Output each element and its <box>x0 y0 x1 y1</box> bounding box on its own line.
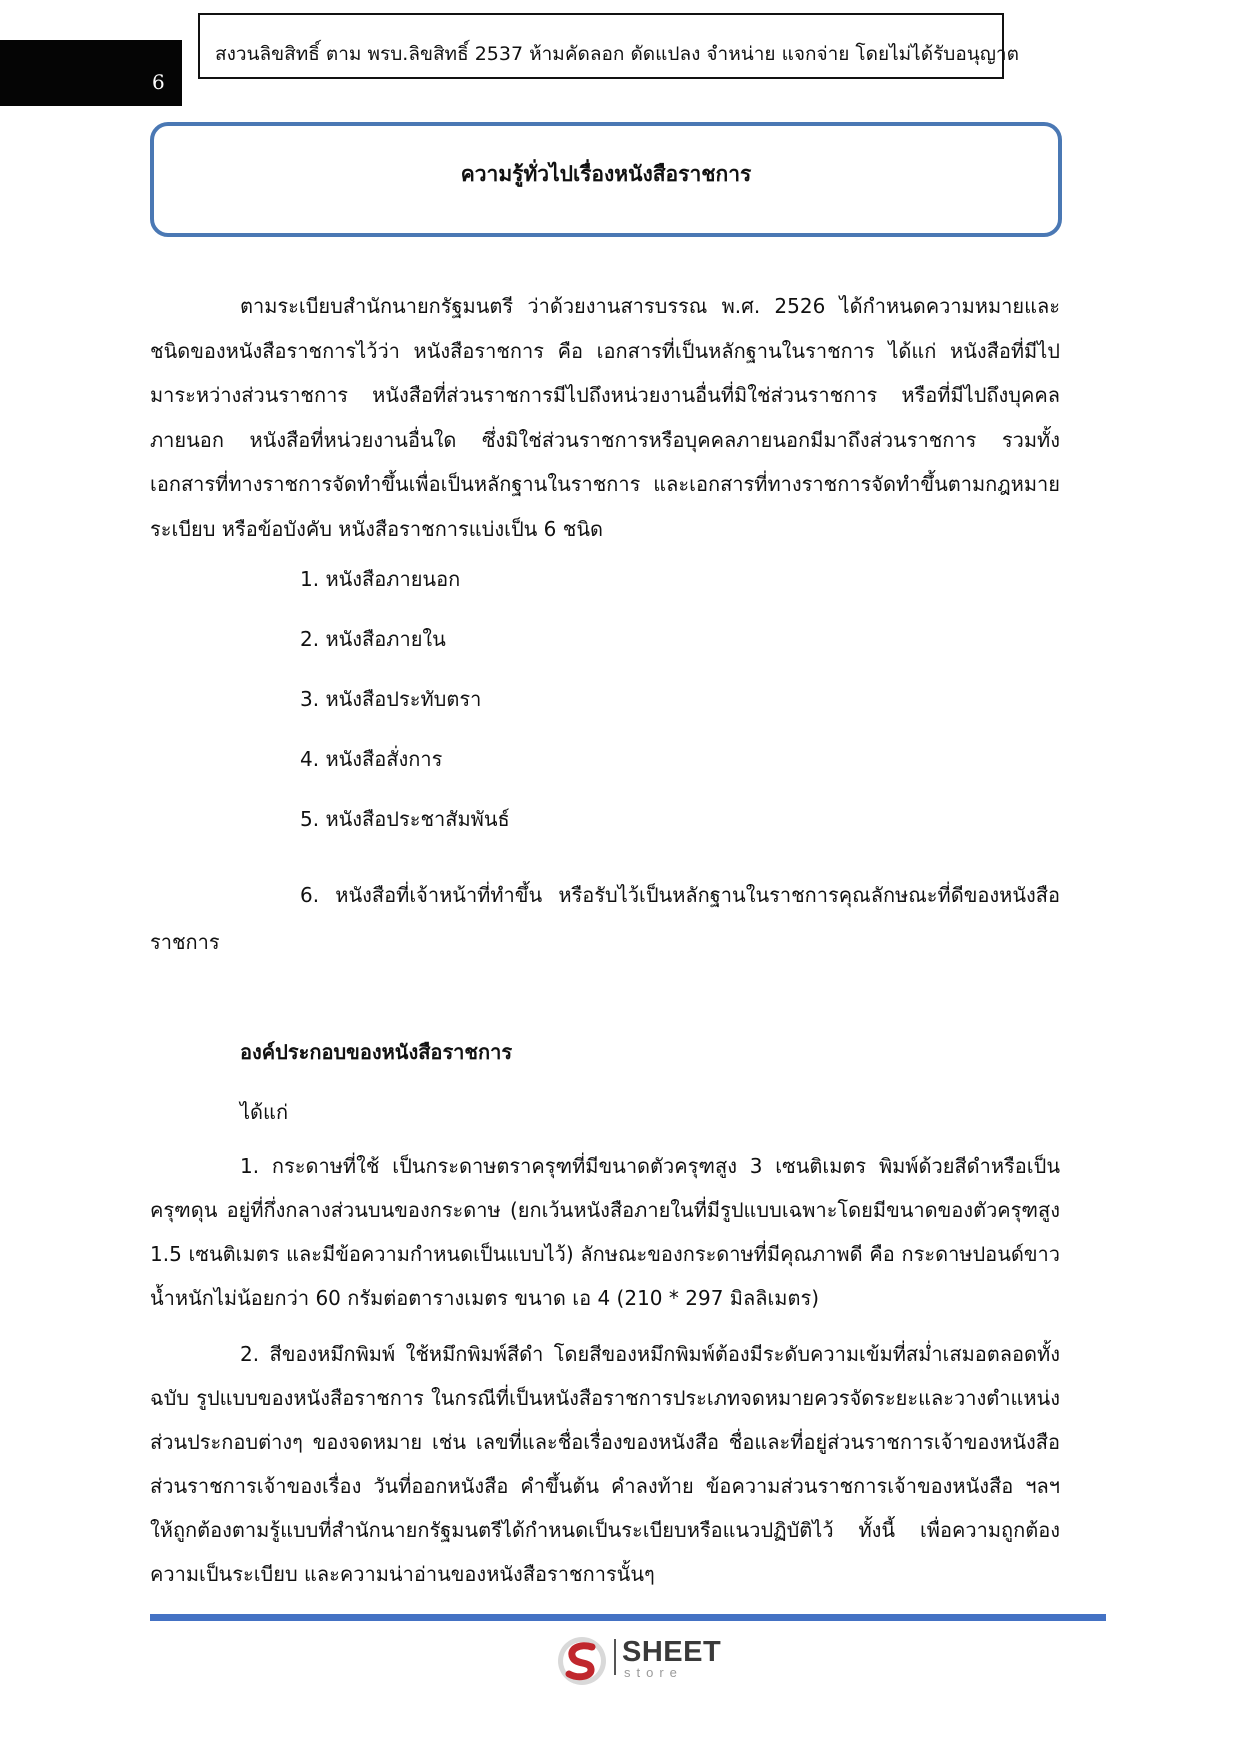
component-paragraph-ink: 2. สีของหมึกพิมพ์ ใช้หมึกพิมพ์สีดำ โดยสีของหมึกพิมพ์ต้องมีระดับความเข้มที่สม่ำเสมอตลอดทั้งฉบับ รูปแบบของหนังสือราชการ ในกรณีที่เป็นหนังสือราชการประเภทจดหมายควรจัดระยะและวางตำแหน่งส่วนประกอบต่างๆ ของจดหมาย เช่น เลขที่และชื่อเรื่องของหนังสือ ชื่อและที่อยู่ส่วนราชการเจ้าของหนังสือ ส่วนราชการเจ้าของเรื่อง วันที่ออกหนังสือ คำขึ้นต้น คำลงท้าย ข้อความส่วนราชการเจ้าของหนังสือ ฯลฯ ให้ถูกต้องตามรู้แบบที่สำนักนายกรัฐมนตรีได้กำหนดเป็นระเบียบหรือแนวปฏิบัติไว้ ทั้งนี้ เพื่อความถูกต้อง ความเป็นระเบียบ และความน่าอ่านของหนังสือราชการนั้นๆ <box>150 1342 1060 1586</box>
document-type-item: 6. หนังสือที่เจ้าหน้าที่ทำขึ้น หรือรับไว้เป็นหลักฐานในราชการคุณลักษณะที่ดีของหนังสือราชการ <box>150 883 1060 954</box>
sheet-store-logo-icon <box>556 1633 608 1689</box>
document-type-item: 3. หนังสือประทับตรา <box>300 687 482 711</box>
document-type-item: 2. หนังสือภายใน <box>300 627 446 651</box>
document-type-item: 4. หนังสือสั่งการ <box>300 747 443 771</box>
logo-subtext: store <box>624 1665 683 1680</box>
intro-paragraph: ตามระเบียบสำนักนายกรัฐมนตรี ว่าด้วยงานสารบรรณ พ.ศ. 2526 ได้กำหนดความหมายและชนิดของหนังสือราชการไว้ว่า หนังสือราชการ คือ เอกสารที่เป็นหลักฐานในราชการ ได้แก่ หนังสือที่มีไปมาระหว่างส่วนราชการ หนังสือที่ส่วนราชการมีไปถึงหน่วยงานอื่นที่มิใช่ส่วนราชการ หรือที่มีไปถึงบุคคลภายนอก หนังสือที่หน่วยงานอื่นใด ซึ่งมิใช่ส่วนราชการหรือบุคคลภายนอกมีมาถึงส่วนราชการ รวมทั้งเอกสารที่ทางราชการจัดทำขึ้นเพื่อเป็นหลักฐานในราชการ และเอกสารที่ทางราชการจัดทำขึ้นตามกฎหมาย ระเบียบ หรือข้อบังคับ หนังสือราชการแบ่งเป็น 6 ชนิด <box>150 294 1060 541</box>
section-intro: ได้แก่ <box>240 1100 289 1124</box>
section-heading: องค์ประกอบของหนังสือราชการ <box>240 1040 513 1064</box>
page-number: 6 <box>152 70 165 94</box>
document-type-item: 1. หนังสือภายนอก <box>300 567 461 591</box>
document-type-item: 5. หนังสือประชาสัมพันธ์ <box>300 807 510 831</box>
logo-divider <box>614 1639 616 1675</box>
footer-rule <box>150 1614 1106 1621</box>
logo-wordmark: SHEET <box>622 1636 722 1668</box>
component-paragraph-paper: 1. กระดาษที่ใช้ เป็นกระดาษตราครุฑที่มีขนาดตัวครุฑสูง 3 เซนติเมตร พิมพ์ด้วยสีดำหรือเป็นครุฑดุน อยู่ที่กึ่งกลางส่วนบนของกระดาษ (ยกเว้นหนังสือภายในที่มีรูปแบบเฉพาะโดยมีขนาดของตัวครุฑสูง 1.5 เซนติเมตร และมีข้อความกำหนดเป็นแบบไว้) ลักษณะของกระดาษที่มีคุณภาพดี คือ กระดาษปอนด์ขาว น้ำหนักไม่น้อยกว่า 60 กรัมต่อตารางเมตร ขนาด เอ 4 (210 * 297 มิลลิเมตร) <box>150 1154 1060 1310</box>
copyright-notice: สงวนลิขสิทธิ์ ตาม พรบ.ลิขสิทธิ์ 2537 ห้ามคัดลอก ดัดแปลง จำหน่าย แจกจ่าย โดยไม่ได้รับอนุญาต <box>215 43 1019 65</box>
sheet-store-logo <box>556 1633 726 1689</box>
page-title: ความรู้ทั่วไปเรื่องหนังสือราชการ <box>460 162 752 186</box>
